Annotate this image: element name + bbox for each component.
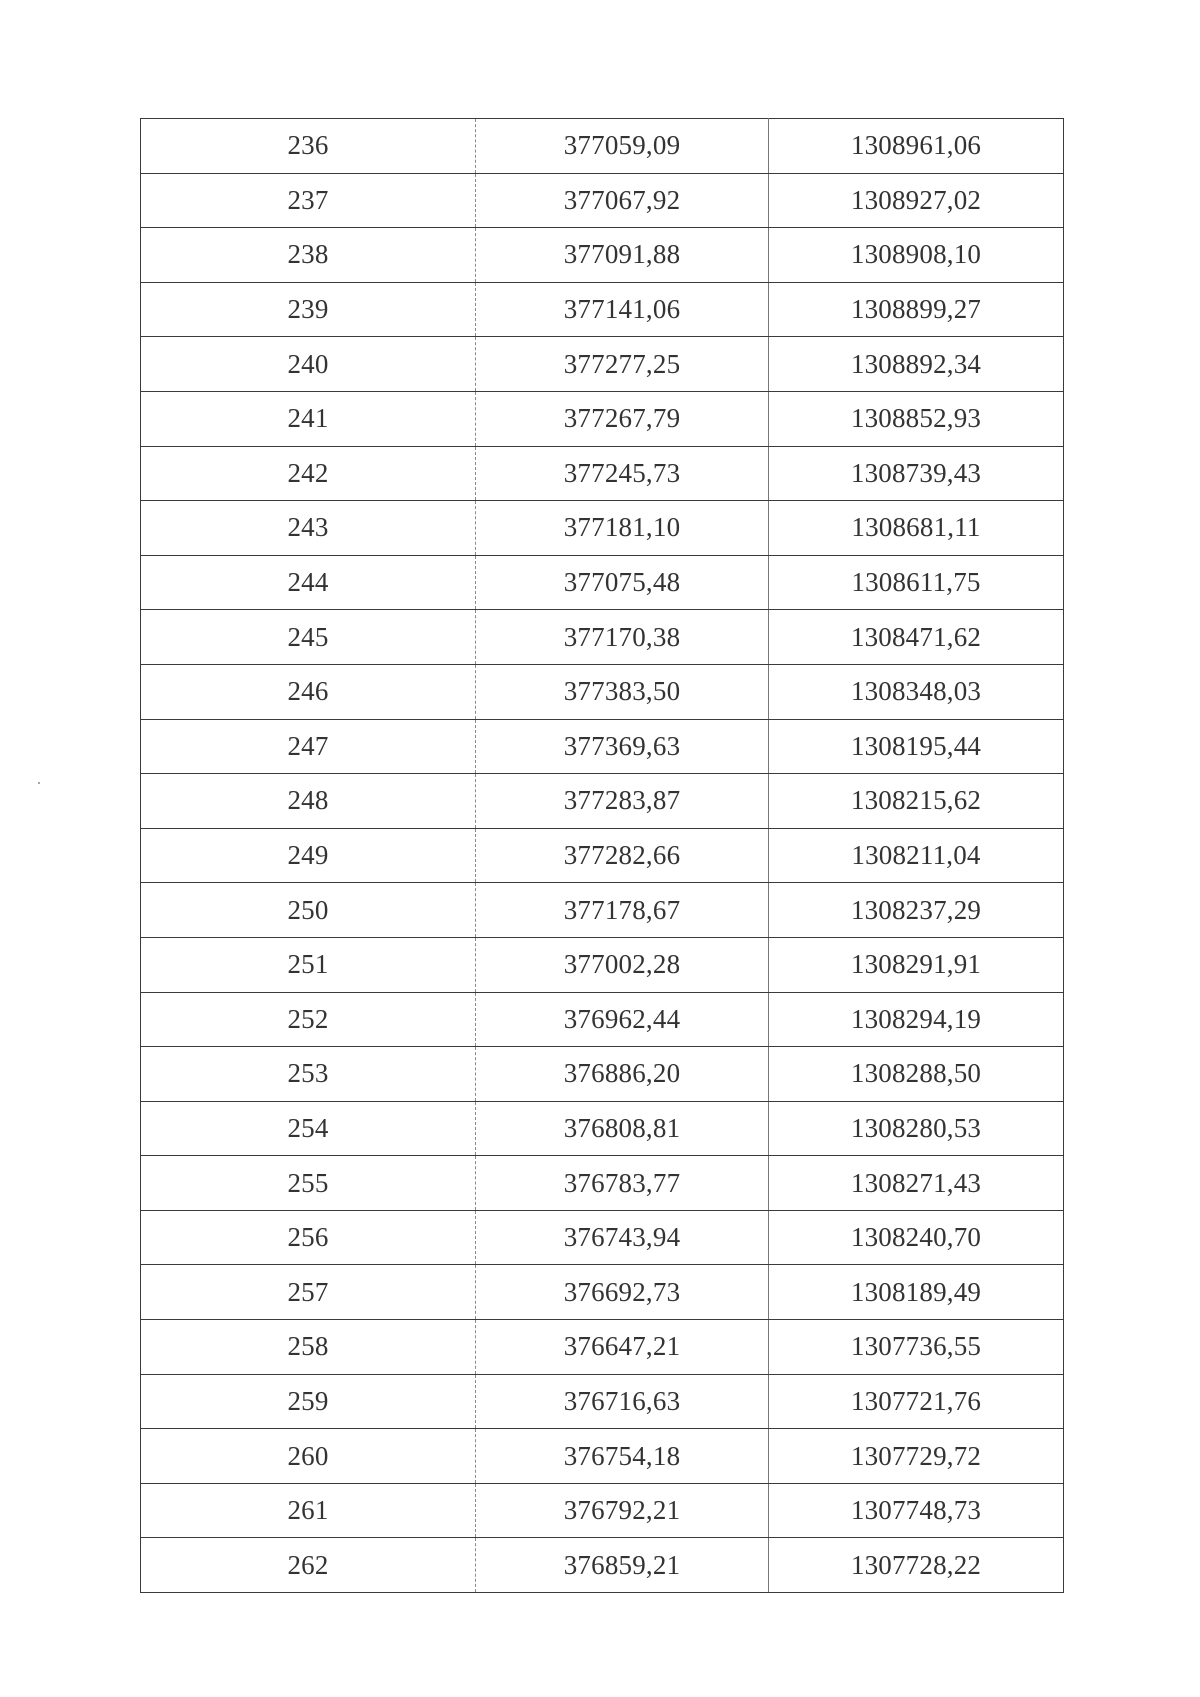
x-coordinate-cell: 376754,18: [476, 1429, 769, 1484]
point-number-cell: 261: [141, 1483, 476, 1538]
y-coordinate-cell: 1308927,02: [769, 173, 1064, 228]
y-coordinate-cell: 1307736,55: [769, 1320, 1064, 1375]
point-number-cell: 260: [141, 1429, 476, 1484]
table-row: [141, 1320, 1064, 1375]
y-coordinate-cell: 1307721,76: [769, 1374, 1064, 1429]
table-row: [141, 992, 1064, 1047]
table-row: [141, 555, 1064, 610]
table-row: [141, 337, 1064, 392]
x-coordinate-cell: 377091,88: [476, 228, 769, 283]
table-row: [141, 1483, 1064, 1538]
y-coordinate-cell: 1307748,73: [769, 1483, 1064, 1538]
table-row: [141, 1210, 1064, 1265]
x-coordinate-cell: 377170,38: [476, 610, 769, 665]
table-row: [141, 1265, 1064, 1320]
table-row: [141, 446, 1064, 501]
y-coordinate-cell: 1308291,91: [769, 937, 1064, 992]
point-number-cell: 255: [141, 1156, 476, 1211]
x-coordinate-cell: 377245,73: [476, 446, 769, 501]
y-coordinate-cell: 1308211,04: [769, 828, 1064, 883]
coordinates-table: [140, 118, 1064, 1593]
y-coordinate-cell: 1308288,50: [769, 1047, 1064, 1102]
x-coordinate-cell: 377178,67: [476, 883, 769, 938]
y-coordinate-cell: 1308189,49: [769, 1265, 1064, 1320]
y-coordinate-cell: 1308271,43: [769, 1156, 1064, 1211]
x-coordinate-cell: 377059,09: [476, 119, 769, 174]
y-coordinate-cell: 1308471,62: [769, 610, 1064, 665]
x-coordinate-cell: 376808,81: [476, 1101, 769, 1156]
point-number-cell: 250: [141, 883, 476, 938]
point-number-cell: 244: [141, 555, 476, 610]
table-row: [141, 937, 1064, 992]
table-row: [141, 883, 1064, 938]
y-coordinate-cell: 1307728,22: [769, 1538, 1064, 1593]
table-row: [141, 1047, 1064, 1102]
point-number-cell: 248: [141, 774, 476, 829]
point-number-cell: 251: [141, 937, 476, 992]
y-coordinate-cell: 1308240,70: [769, 1210, 1064, 1265]
point-number-cell: 249: [141, 828, 476, 883]
table-row: [141, 1538, 1064, 1593]
table-row: [141, 282, 1064, 337]
point-number-cell: 246: [141, 664, 476, 719]
x-coordinate-cell: 377383,50: [476, 664, 769, 719]
x-coordinate-cell: 376743,94: [476, 1210, 769, 1265]
x-coordinate-cell: 377282,66: [476, 828, 769, 883]
y-coordinate-cell: 1308908,10: [769, 228, 1064, 283]
y-coordinate-cell: 1308899,27: [769, 282, 1064, 337]
y-coordinate-cell: 1308294,19: [769, 992, 1064, 1047]
x-coordinate-cell: 377369,63: [476, 719, 769, 774]
point-number-cell: 241: [141, 391, 476, 446]
point-number-cell: 237: [141, 173, 476, 228]
scan-speck: [38, 782, 40, 784]
point-number-cell: 257: [141, 1265, 476, 1320]
table-row: [141, 119, 1064, 174]
point-number-cell: 243: [141, 501, 476, 556]
y-coordinate-cell: 1308852,93: [769, 391, 1064, 446]
point-number-cell: 256: [141, 1210, 476, 1265]
x-coordinate-cell: 377002,28: [476, 937, 769, 992]
y-coordinate-cell: 1308237,29: [769, 883, 1064, 938]
x-coordinate-cell: 376792,21: [476, 1483, 769, 1538]
point-number-cell: 240: [141, 337, 476, 392]
table-row: [141, 828, 1064, 883]
table-row: [141, 501, 1064, 556]
x-coordinate-cell: 376716,63: [476, 1374, 769, 1429]
table-row: [141, 391, 1064, 446]
point-number-cell: 236: [141, 119, 476, 174]
x-coordinate-cell: 376692,73: [476, 1265, 769, 1320]
x-coordinate-cell: 377267,79: [476, 391, 769, 446]
point-number-cell: 252: [141, 992, 476, 1047]
table-row: [141, 1156, 1064, 1211]
x-coordinate-cell: 376886,20: [476, 1047, 769, 1102]
y-coordinate-cell: 1308195,44: [769, 719, 1064, 774]
y-coordinate-cell: 1307729,72: [769, 1429, 1064, 1484]
y-coordinate-cell: 1308215,62: [769, 774, 1064, 829]
x-coordinate-cell: 377075,48: [476, 555, 769, 610]
x-coordinate-cell: 377283,87: [476, 774, 769, 829]
y-coordinate-cell: 1308348,03: [769, 664, 1064, 719]
table-row: [141, 1374, 1064, 1429]
y-coordinate-cell: 1308611,75: [769, 555, 1064, 610]
coordinates-table-body: [141, 119, 1064, 1593]
x-coordinate-cell: 377181,10: [476, 501, 769, 556]
table-row: [141, 173, 1064, 228]
table-row: [141, 774, 1064, 829]
table-row: [141, 610, 1064, 665]
point-number-cell: 259: [141, 1374, 476, 1429]
table-row: [141, 664, 1064, 719]
point-number-cell: 245: [141, 610, 476, 665]
y-coordinate-cell: 1308280,53: [769, 1101, 1064, 1156]
x-coordinate-cell: 376783,77: [476, 1156, 769, 1211]
table-row: [141, 1429, 1064, 1484]
table-row: [141, 228, 1064, 283]
point-number-cell: 238: [141, 228, 476, 283]
x-coordinate-cell: 377277,25: [476, 337, 769, 392]
y-coordinate-cell: 1308961,06: [769, 119, 1064, 174]
x-coordinate-cell: 377067,92: [476, 173, 769, 228]
point-number-cell: 239: [141, 282, 476, 337]
point-number-cell: 262: [141, 1538, 476, 1593]
y-coordinate-cell: 1308681,11: [769, 501, 1064, 556]
point-number-cell: 258: [141, 1320, 476, 1375]
point-number-cell: 247: [141, 719, 476, 774]
point-number-cell: 242: [141, 446, 476, 501]
point-number-cell: 253: [141, 1047, 476, 1102]
y-coordinate-cell: 1308739,43: [769, 446, 1064, 501]
point-number-cell: 254: [141, 1101, 476, 1156]
x-coordinate-cell: 376859,21: [476, 1538, 769, 1593]
table-row: [141, 1101, 1064, 1156]
x-coordinate-cell: 377141,06: [476, 282, 769, 337]
table-row: [141, 719, 1064, 774]
y-coordinate-cell: 1308892,34: [769, 337, 1064, 392]
x-coordinate-cell: 376647,21: [476, 1320, 769, 1375]
x-coordinate-cell: 376962,44: [476, 992, 769, 1047]
